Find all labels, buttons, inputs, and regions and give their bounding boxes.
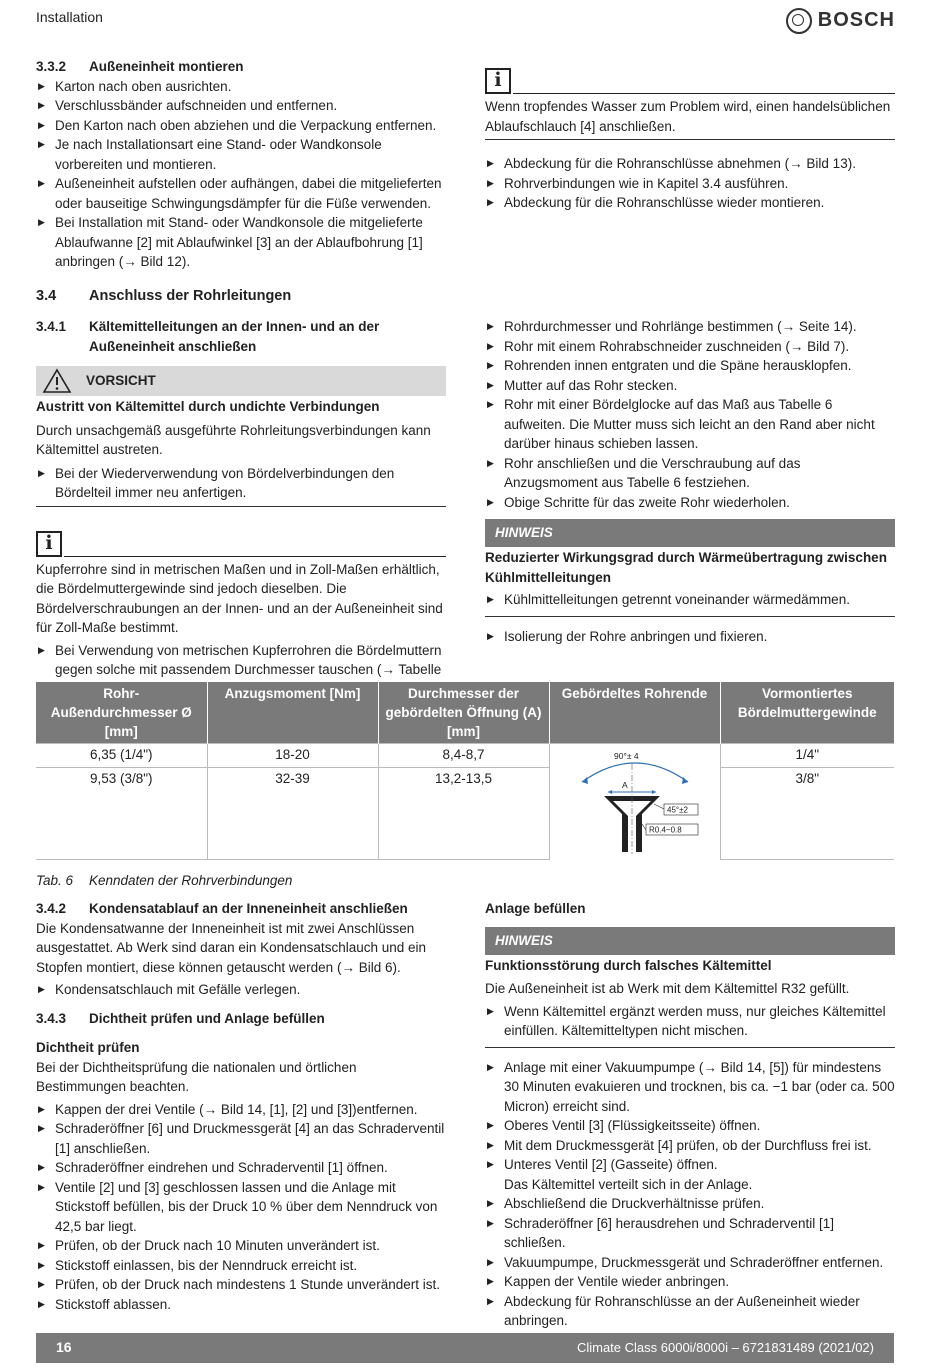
footer-document-info: Climate Class 6000i/8000i – 6721831489 (2021/02) [576,1340,874,1356]
step-list [485,317,895,512]
section-heading: 3.4.1 Kältemittelleitungen an der Innen- und an der Außeneinheit anschließen [36,319,380,354]
flare-diagram-cell [549,744,720,860]
list-item: ▶ Verschlussbänder aufschneiden und entfernen. [36,96,446,116]
note-box [485,927,895,1048]
note-header: HINWEIS [485,519,895,547]
table-cell: 13,2-13,5 [378,768,549,860]
list-item: ▶ Kühlmittelleitungen getrennt voneinander wärmedämmen. [485,590,895,610]
list-item: ▶ Abdeckung für die Rohranschlüsse wieder montieren. [485,193,895,213]
list-item: ▶ Wenn Kältemittel ergänzt werden muss, nur gleiches Kältemittel einfüllen. Kältemitteltypen nicht mischen. [485,1002,895,1041]
info-icon: i [485,68,511,94]
table-row [36,744,894,768]
step-list [485,154,895,213]
flaring-steps [485,317,895,646]
section-heading: 3.4.2 Kondensatablauf an der Inneneinheit anschließen [36,901,408,916]
step-list [485,1058,895,1331]
list-item: ▶ Rohr mit einer Bördelglocke auf das Maß aus Tabelle 6 aufweiten. Die Mutter muss sich leicht an den Rand aber nicht darüber hinaus schieben lassen. [485,395,895,454]
list-item: ▶ Rohrdurchmesser und Rohrlänge bestimmen (→ Seite 14). [485,317,895,337]
list-item: ▶ Außeneinheit aufstellen oder aufhängen, dabei die mitgelieferten oder bauseitige Schwingungsdämpfer für die Füße verwenden. [36,174,446,213]
list-item: ▶ Kappen der Ventile wieder anbringen. [485,1272,895,1292]
note-text: Die Außeneinheit ist ab Werk mit dem Kältemittel R32 gefüllt. [485,981,850,996]
column-header: Vormontiertes Bördelmuttergewinde [720,682,894,744]
list-item: ▶ Bei Installation mit Stand- oder Wandkonsole die mitgelieferte Ablaufwanne [2] mit Ablaufwinkel [3] an der Ablaufbohrung [1] anbringen (→ Bild 12). [36,213,446,272]
pipe-connection-table [36,682,894,860]
list-item: ▶ Abschließend die Druckverhältnisse prüfen. [485,1194,895,1214]
list-item: ▶ Rohrenden innen entgraten und die Späne herausklopfen. [485,356,895,376]
list-item: ▶ Kondensatschlauch mit Gefälle verlegen. [36,980,446,1000]
list-item: ▶ Rohr anschließen und die Verschraubung auf das Anzugsmoment aus Tabelle 6 festziehen. [485,454,895,493]
note-header: HINWEIS [485,927,895,955]
caption-text: Kenndaten der Rohrverbindungen [89,873,293,888]
column-header: Durchmesser der gebördelten Öffnung (A) [mm] [378,682,549,744]
table-cell: 6,35 (1/4") [36,744,207,768]
step-list [36,1100,446,1315]
list-item: ▶ Stickstoff einlassen, bis der Nenndruck erreicht ist. [36,1256,446,1276]
list-item: ▶ Rohr mit einem Rohrabschneider zuschneiden (→ Bild 7). [485,337,895,357]
page-number: 16 [56,1339,72,1356]
list-item: ▶ Schraderöffner [6] und Druckmessgerät [4] an das Schraderventil [1] anschließen. [36,1119,446,1158]
angle-label: 90°± 4 [613,751,639,761]
list-item: ▶ Kappen der drei Ventile (→ Bild 14, [1], [2] und [3])entfernen. [36,1100,446,1120]
bosch-armature-icon [786,8,812,34]
list-item: ▶ Mit dem Druckmessgerät [4] prüfen, ob der Durchfluss frei ist. [485,1136,895,1156]
radius-label: R0.4~0.8 [648,825,682,835]
warning-text: Durch unsachgemäß ausgeführte Rohrleitungsverbindungen kann Kältemittel austreten. [36,422,431,457]
step-result: Das Kältemittel verteilt sich in der Anlage. [504,1176,753,1192]
warning-header [36,366,446,396]
bevel-angle-label: 45°±2 [666,805,688,815]
paragraph: Bei der Dichtheitsprüfung die nationalen und örtlichen Bestimmungen beachten. [36,1059,357,1094]
list-item: ▶ Unteres Ventil [2] (Gasseite) öffnen. Das Kältemittel verteilt sich in der Anlage. [485,1155,895,1194]
list-item: ▶ Vakuumpumpe, Druckmessgerät und Schraderöffner entfernen. [485,1253,895,1273]
note-title: Reduzierter Wirkungsgrad durch Wärmeübertragung zwischen Kühlmittelleitungen [485,550,887,585]
subheading: Dichtheit prüfen [36,1040,140,1055]
note-box [485,519,895,617]
info-box [36,527,446,704]
subheading: Anlage befüllen [485,901,586,916]
list-item: ▶ Oberes Ventil [3] (Flüssigkeitsseite) öffnen. [485,1116,895,1136]
list-item: ▶ Mutter auf das Rohr stecken. [485,376,895,396]
column-header: Gebördeltes Rohrende [549,682,720,744]
note-title: Funktionsstörung durch falsches Kältemittel [485,957,772,973]
warning-title: Austritt von Kältemittel durch undichte Verbindungen [36,399,380,414]
list-item: ▶ Den Karton nach oben abziehen und die Verpackung entfernen. [36,116,446,136]
info-box [485,64,895,140]
section-heading: 3.4.3 Dichtheit prüfen und Anlage befüllen [36,1010,325,1026]
list-item: ▶ Anlage mit einer Vakuumpumpe (→ Bild 14, [5]) für mindestens 30 Minuten evakuieren und trocknen, bis ca. −1 bar (oder ca. 500 Micron) erreicht sind. [485,1058,895,1117]
section-3-4-1 [36,317,446,703]
list-item: ▶ Abdeckung für Rohranschlüsse an der Außeneinheit wieder anbringen. [485,1292,895,1331]
list-item: ▶ Isolierung der Rohre anbringen und fixieren. [485,627,895,647]
info-icon: i [36,531,62,557]
table-row [36,768,894,860]
section-3-4 [36,287,446,307]
warning-box [36,366,446,507]
header-section-label: Installation [36,9,103,25]
info-text: Kupferrohre sind in metrischen Maßen und in Zoll-Maßen erhältlich, die Bördelmuttergewinde sind jedoch dieselben. Die Bördelverschraubungen an der Innen- und an der Außeneinheit sind für Zoll-Maße bestimmt. [36,561,443,635]
list-item: ▶ Abdeckung für die Rohranschlüsse abnehmen (→ Bild 13). [485,154,895,174]
section-3-3-2 [36,57,446,272]
page-footer [36,1333,894,1363]
list-item: ▶ Schraderöffner [6] herausdrehen und Schraderventil [1] schließen. [485,1214,895,1253]
info-text: Wenn tropfendes Wasser zum Problem wird, einen handelsüblichen Ablaufschlauch [4] anschließen. [485,99,891,134]
list-item: ▶ Rohrverbindungen wie in Kapitel 3.4 ausführen. [485,174,895,194]
angle-arc [582,763,688,782]
table-caption [36,871,292,891]
section-heading: 3.3.2 Außeneinheit montieren [36,59,244,74]
list-item: ▶ Prüfen, ob der Druck nach 10 Minuten unverändert ist. [36,1236,446,1256]
list-item: ▶ Prüfen, ob der Druck nach mindestens 1 Stunde unverändert ist. [36,1275,446,1295]
list-item: ▶ Karton nach oben ausrichten. [36,77,446,97]
table-cell: 9,53 (3/8") [36,768,207,860]
list-item: ▶ Stickstoff ablassen. [36,1295,446,1315]
table-cell: 18-20 [207,744,378,768]
table-cell: 3/8" [720,768,894,860]
list-item: ▶ Bei Verwendung von metrischen Kupferrohren die Bördelmuttern gegen solche mit passendem Durchmesser tauschen (→ Tabelle [36,641,446,700]
list-item: ▶ Schraderöffner eindrehen und Schraderventil [1] öffnen. [36,1158,446,1178]
column-header: Anzugsmoment [Nm] [207,682,378,744]
dimension-a-label: A [621,780,628,790]
warning-triangle-icon [42,368,72,394]
warning-label: VORSICHT [86,373,156,389]
table-cell: 8,4-8,7 [378,744,549,768]
table-cell: 32-39 [207,768,378,860]
list-item: ▶ Ventile [2] und [3] geschlossen lassen und die Anlage mit Stickstoff befüllen, bis der Druck 10 % über dem Nenndruck von 42,5 bar liegt. [36,1178,446,1237]
column-header: Rohr-Außendurchmesser Ø [mm] [36,682,207,744]
list-item: ▶ Obige Schritte für das zweite Rohr wiederholen. [485,493,895,513]
caption-number: Tab. 6 [36,873,74,888]
bosch-logo [786,8,895,34]
list-item: ▶ Bei der Wiederverwendung von Bördelverbindungen den Bördelteil immer neu anfertigen. [36,464,446,503]
list-item: ▶ Je nach Installationsart eine Stand- oder Wandkonsole vorbereiten und montieren. [36,135,446,174]
right-top-block [485,64,895,213]
table-cell: 1/4" [720,744,894,768]
step-list [36,77,446,272]
flared-pipe-diagram [570,744,700,854]
fill-system-block [485,899,895,1331]
section-3-4-2 [36,899,446,1314]
paragraph: Die Kondensatwanne der Inneneinheit ist mit zwei Anschlüssen ausgestattet. Ab Werk sind daran ein Kondensatschlauch und ein Stopfen montiert, diese können getauscht werden (→ Bild 6). [36,920,427,975]
section-heading: 3.4 Anschluss der Rohrleitungen [36,288,292,304]
brand-name: BOSCH [817,9,895,32]
